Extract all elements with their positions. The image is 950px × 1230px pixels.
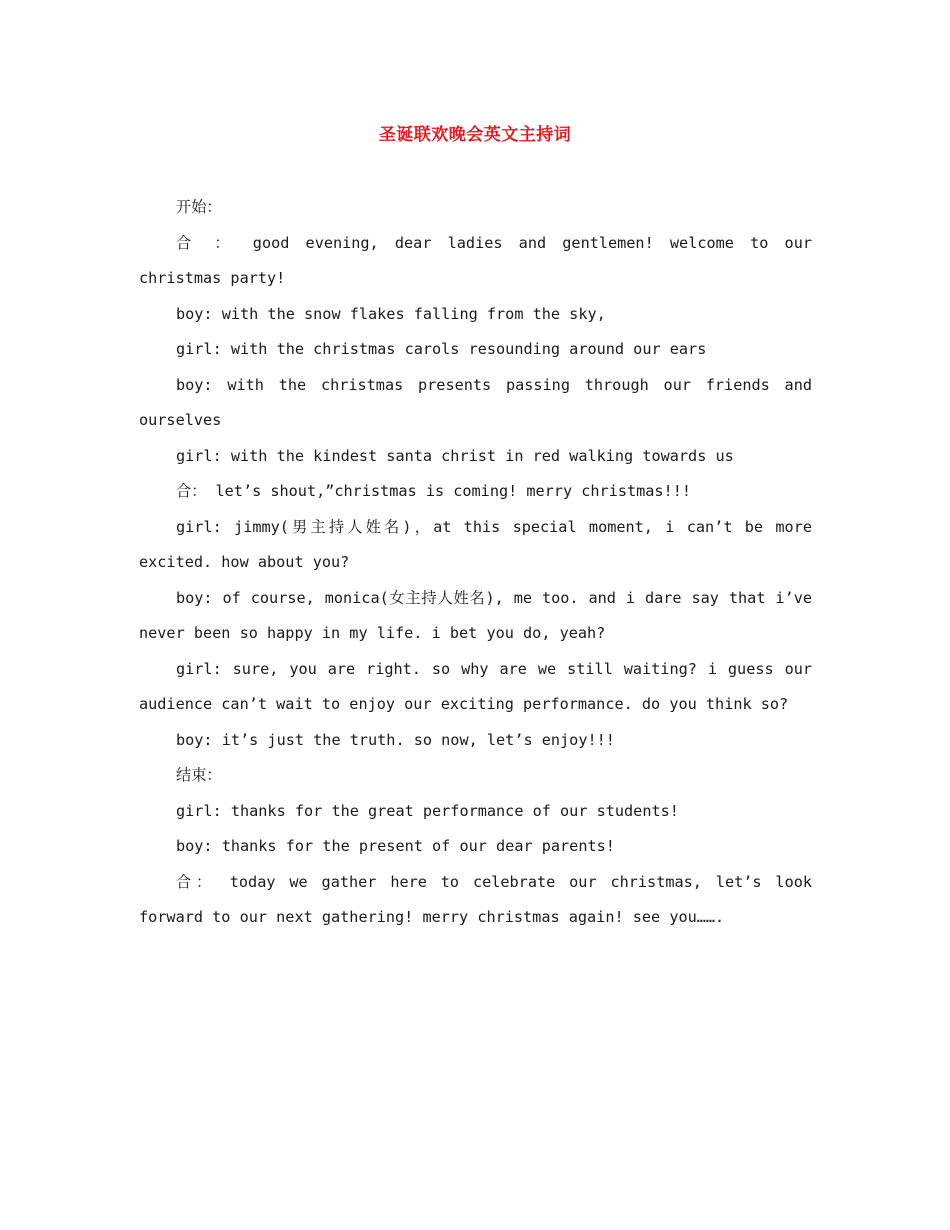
document-title: 圣诞联欢晚会英文主持词	[378, 125, 572, 145]
paragraph-girl-thanks: girl: thanks for the great performance of our students!	[176, 801, 679, 820]
paragraph-farewell: 合： today we gather here to celebrate our christmas, let’s look forward to our next gathering! merry christmas again! see you…….	[139, 872, 812, 926]
paragraph-girl-santa: girl: with the kindest santa christ in red walking towards us	[176, 446, 734, 465]
paragraph-shout: 合： let’s shout,”christmas is coming! merry christmas!!!	[176, 482, 691, 500]
paragraph-girl-waiting: girl: sure, you are right. so why are we still waiting? i guess our audience can’t wait to enjoy our exciting performance. do you think so?	[139, 659, 812, 713]
document-body	[139, 190, 812, 936]
paragraph-girl-carols: girl: with the christmas carols resounding around our ears	[176, 340, 707, 358]
paragraph-boy-enjoy: boy: it’s just the truth. so now, let’s enjoy!!!	[176, 730, 615, 749]
paragraph-opening-heading: 开始：	[176, 198, 222, 216]
paragraph-welcome: 合 ： good evening, dear ladies and gentlemen! welcome to our christmas party!	[139, 233, 812, 287]
paragraph-boy-presents: boy: with the christmas presents passing through our friends and ourselves	[139, 375, 812, 429]
paragraph-boy-thanks: boy: thanks for the present of our dear parents!	[176, 837, 615, 855]
paragraph-closing-heading: 结束：	[176, 766, 222, 784]
paragraph-boy-snowflakes: boy: with the snow flakes falling from the sky,	[176, 304, 606, 323]
paragraph-boy-happy: boy: of course, monica(女主持人姓名), me too. and i dare say that i’ve never been so happy in my life. i bet you do, yeah?	[139, 588, 812, 642]
paragraph-girl-excited: girl: jimmy(男主持人姓名)，at this special moment, i can’t be more excited. how about you?	[139, 517, 812, 571]
